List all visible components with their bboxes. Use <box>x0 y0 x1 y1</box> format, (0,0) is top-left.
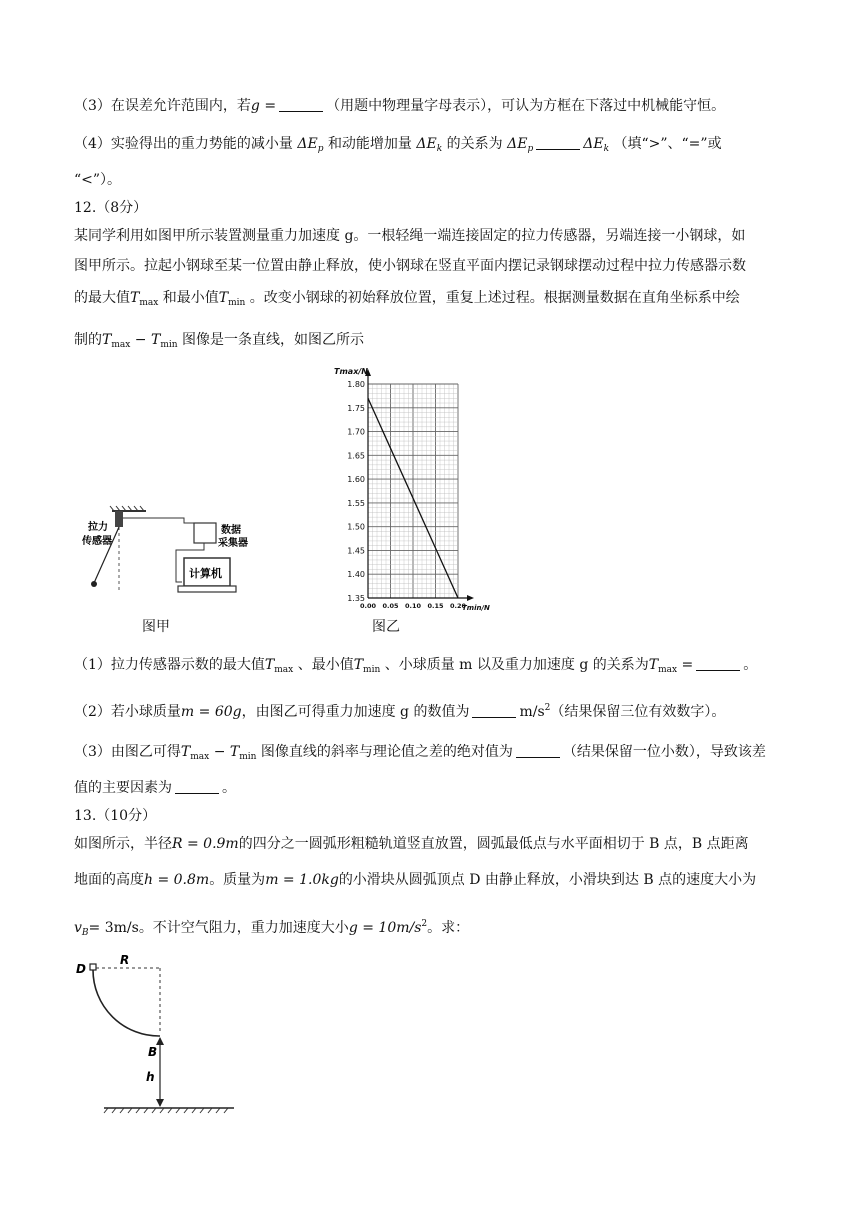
answer-blank[interactable] <box>175 779 219 794</box>
q13-para-3: $v_B= 3m/s$。不计空气阻力，重力加速度大小$g = 10m/s^2$。求： <box>74 919 470 938</box>
sensor-label-2: 传感器 <box>82 536 112 547</box>
label-R: R <box>120 953 130 967</box>
x-tick-label: 0.00 <box>359 602 377 610</box>
computer-label: 计算机 <box>189 567 222 580</box>
slider-block <box>90 964 96 970</box>
q11-item4-cont: “<”）。 <box>74 172 122 188</box>
q13-para-2: 地面的高度h = 0.8m。质量为m = 1.0kg的小滑块从圆弧顶点 D 由静止释放，小滑块到达 B 点的速度大小为 <box>74 872 757 888</box>
arrow-up-icon <box>156 1037 164 1045</box>
chart-ticks <box>334 367 490 612</box>
q12-sub-2: （2）若小球质量m = 60g，由图乙可得重力加速度 g 的数值为 $m/s^2$（结果保留三位有效数字）。 <box>74 703 726 720</box>
answer-blank[interactable] <box>279 97 323 112</box>
y-tick-label: 1.40 <box>347 570 365 580</box>
answer-blank[interactable] <box>516 743 560 758</box>
ground-hatch <box>104 1108 228 1113</box>
sensor-label-1: 拉力 <box>88 522 108 533</box>
label-h: h <box>146 1070 155 1084</box>
q13-header: 13.（10分） <box>74 808 157 824</box>
answer-blank[interactable] <box>536 135 580 150</box>
answer-blank[interactable] <box>696 656 740 671</box>
q12-sub-1: （1）拉力传感器示数的最大值$T_{max}$ 、最小值$T_{min}$ 、小球质量 m 以及重力加速度 g 的关系为$T_{max}$ = 。 <box>74 657 758 675</box>
arrow-down-icon <box>156 1099 164 1107</box>
q12-para-1: 某同学利用如图甲所示装置测量重力加速度 g。一根轻绳一端连接固定的拉力传感器，另端连接一小钢球，如 <box>74 228 746 244</box>
y-tick-label: 1.55 <box>347 498 365 508</box>
y-tick-label: 1.75 <box>347 403 365 413</box>
q11-item3: （3）在误差允许范围内，若g = （用题中物理量字母表示），可认为方框在下落过中机械能守恒。 <box>74 98 726 114</box>
q12-para-2: 图甲所示。拉起小钢球至某一位置由静止释放，使小钢球在竖直平面内摆记录钢球摆动过程中拉力传感器示数 <box>74 258 746 274</box>
figure-b-caption: 图乙 <box>372 619 400 635</box>
q12-sub-3-cont: 值的主要因素为 。 <box>74 780 236 796</box>
arc-track <box>93 970 160 1036</box>
figure-chart <box>330 362 510 614</box>
y-tick-label: 1.80 <box>347 380 365 389</box>
q12-header: 12.（8分） <box>74 200 148 216</box>
x-axis-label: Tmin/N <box>462 604 490 612</box>
y-tick-label: 1.50 <box>347 522 365 532</box>
y-tick-label: 1.65 <box>347 451 365 461</box>
figure-track <box>74 950 244 1120</box>
x-tick-label: 0.10 <box>404 602 422 610</box>
collector-label-2: 采集器 <box>218 538 248 549</box>
q12-para-4: 制的$T_{max} - T_{min}$ 图像是一条直线，如图乙所示 <box>74 332 364 350</box>
x-tick-label: 0.20 <box>449 602 467 610</box>
y-tick-label: 1.60 <box>347 475 365 485</box>
q11-item4: （4）实验得出的重力势能的减小量 $\Delta E_p$ 和动能增加量 $\Delta E_k$ 的关系为 $\Delta E_p$ $\Delta E_k$ （填“>”、“=”或 <box>74 136 722 154</box>
x-tick-label: 0.05 <box>382 602 399 610</box>
q13-para-1: 如图所示，半径R = 0.9m的四分之一圆弧形粗糙轨道竖直放置，圆弧最低点与水平面相切于 B 点，B 点距离 <box>74 836 749 852</box>
q12-sub-3: （3）由图乙可得$T_{max} - T_{min}$ 图像直线的斜率与理论值之差的绝对值为 （结果保留一位小数），导致该差 <box>74 744 766 762</box>
y-axis-label: Tmax/N <box>334 367 368 376</box>
label-D: D <box>76 962 86 976</box>
y-tick-label: 1.45 <box>347 546 365 556</box>
data-collector <box>194 523 216 543</box>
label-B: B <box>148 1045 158 1059</box>
x-tick-label: 0.15 <box>427 602 444 610</box>
q12-para-3: 的最大值$T_{max}$ 和最小值$T_{min}$ 。改变小钢球的初始释放位置，重复上述过程。根据测量数据在直角坐标系中绘 <box>74 290 740 308</box>
x-axis-arrow-icon <box>467 595 474 601</box>
sensor-block <box>115 511 123 527</box>
collector-label-1: 数据 <box>221 525 241 536</box>
computer-base <box>178 586 236 592</box>
y-tick-label: 1.35 <box>347 594 365 603</box>
chart-grid <box>368 384 458 598</box>
y-tick-label: 1.70 <box>347 427 365 437</box>
figure-a-caption: 图甲 <box>142 619 170 635</box>
steel-ball <box>91 581 97 587</box>
figure-apparatus <box>74 368 344 608</box>
answer-blank[interactable] <box>472 703 516 718</box>
